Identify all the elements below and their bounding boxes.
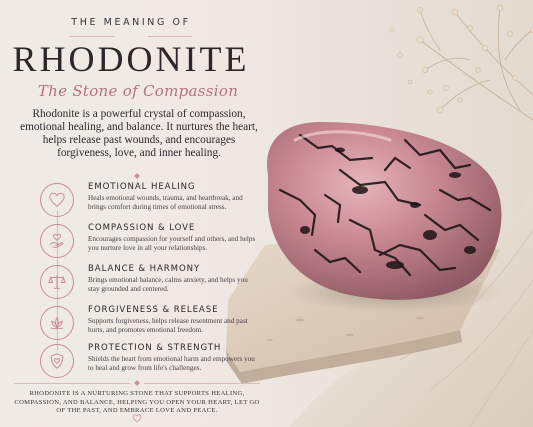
eyebrow-rule-right <box>148 36 192 37</box>
ornament-diamond-bottom <box>134 380 140 386</box>
hand-heart-icon <box>48 232 66 250</box>
benefit-description: Shields the heart from emotional harm and empowers you to heal and grow from life's challenges. <box>88 355 255 372</box>
heart-icon <box>48 191 66 209</box>
icon-ring <box>40 344 74 378</box>
footer-rule-left <box>14 383 130 384</box>
benefit-description: Heals emotional wounds, trauma, and heartbreak, and brings comfort during times of emotional stress. <box>88 194 243 211</box>
benefit-description: Supports forgiveness, helps release resentment and past hurts, and promotes emotional freedom. <box>88 317 248 334</box>
benefit-title: BALANCE & HARMONY <box>88 264 201 274</box>
benefit-title: FORGIVENESS & RELEASE <box>88 305 219 315</box>
benefit-title: PROTECTION & STRENGTH <box>88 343 222 353</box>
flower-buds <box>390 5 533 113</box>
icon-ring <box>40 224 74 258</box>
lotus-icon <box>48 314 66 332</box>
benefit-item-balance-harmony <box>40 264 260 302</box>
icon-ring <box>40 265 74 299</box>
page-subtitle: The Stone of Compassion <box>37 82 239 100</box>
eyebrow-rule-left <box>70 36 114 37</box>
ornament-diamond-top <box>134 173 140 179</box>
benefit-description: Brings emotional balance, calms anxiety, and helps you stay grounded and centered. <box>88 276 248 293</box>
benefit-item-protection-strength <box>40 343 260 381</box>
eyebrow-text: THE MEANING OF <box>71 17 191 28</box>
icon-ring <box>40 306 74 340</box>
benefit-item-compassion-love <box>40 223 260 261</box>
benefit-item-forgiveness-release <box>40 305 260 343</box>
rhodonite-stone <box>267 122 501 300</box>
text-column <box>0 0 262 427</box>
page-title: RHODONITE <box>12 39 250 79</box>
shield-heart-icon <box>48 352 66 370</box>
footer-rule-right <box>144 383 260 384</box>
benefit-item-emotional-healing <box>40 182 260 220</box>
dried-flowers <box>420 8 533 120</box>
benefit-title: EMOTIONAL HEALING <box>88 182 196 192</box>
footer-heart-icon <box>132 414 142 423</box>
balance-scale-icon <box>48 273 66 291</box>
footer-statement: RHODONITE IS A NURTURING STONE THAT SUPPORTS HEALING, COMPASSION, AND BALANCE, HELPING YOU OPEN YOUR HEART, LET GO OF THE PAST, AND EMBRACE LOVE AND PEACE. <box>14 390 260 415</box>
intro-paragraph: Rhodonite is a powerful crystal of compassion, emotional healing, and balance. It nurtures the heart, helps release past wounds, and encourages forgiveness, love, and inner healing. <box>20 108 258 159</box>
benefit-description: Encourages compassion for yourself and others, and helps you nurture love in all your relationships. <box>88 235 256 252</box>
icon-ring <box>40 183 74 217</box>
benefit-title: COMPASSION & LOVE <box>88 223 196 233</box>
